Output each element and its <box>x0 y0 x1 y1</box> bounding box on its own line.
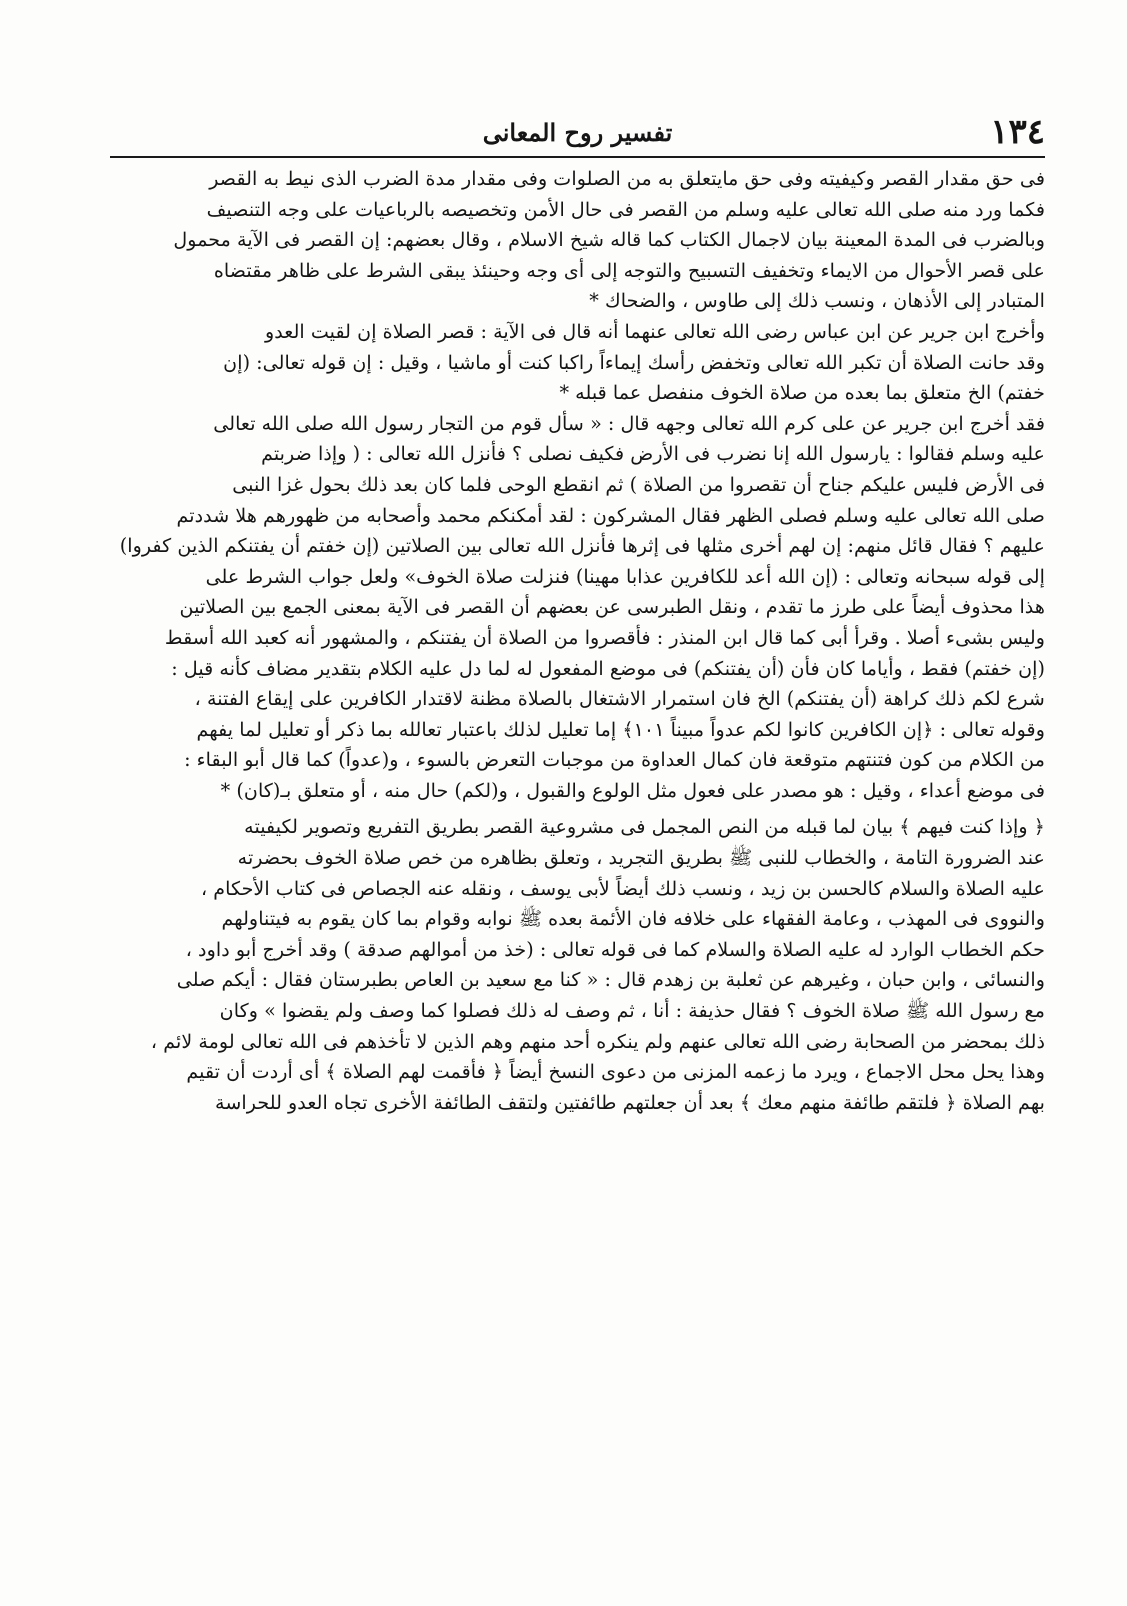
text-line: هذا محذوف أيضاً على طرز ما تقدم ، ونقل الطبرسى عن بعضهم أن القصر فى الآية بمعنى الجمع بين الصلاتين <box>179 595 1045 619</box>
text-line: فقد أخرج ابن جرير عن على كرم الله تعالى وجهه قال : « سأل قوم من التجار رسول الله صلى الله تعالى <box>213 411 1045 435</box>
header-rule <box>110 156 1045 158</box>
body-text <box>110 164 1045 1118</box>
text-line: المتبادر إلى الأذهان ، ونسب ذلك إلى طاوس ، والضحاك * <box>589 289 1045 313</box>
text-line: خفتم) الخ متعلق بما بعده من صلاة الخوف منفصل عما قبله * <box>559 381 1045 405</box>
text-line: فى موضع أعداء ، وقيل : هو مصدر على فعول مثل الولوع والقبول ، و(لكم) حال منه ، أو متعلق بـ(كان) * <box>220 778 1045 802</box>
text-line: وهذا يحل محل الاجماع ، ويرد ما زعمه المزنى من دعوى النسخ أيضاً ﴿ فأقمت لهم الصلاة ﴾ أى أردت أن تقيم <box>186 1060 1045 1084</box>
text-line: إلى قوله سبحانه وتعالى : (إن الله أعد للكافرين عذابا مهينا) فنزلت صلاة الخوف» ولعل جواب الشرط على <box>205 564 1045 588</box>
text-line: من الكلام من كون فتنتهم متوقعة فان كمال العداوة من موجبات التعرض بالسوء ، و(عدواً) كما قال أبو البقاء : <box>184 748 1045 772</box>
text-line: على قصر الأحوال من الايماء وتخفيف التسبيح والتوجه إلى أى وجه وحينئذ يبقى الشرط على ظاهر مقتضاه <box>213 258 1045 282</box>
text-line: فى الأرض فليس عليكم جناح أن تقصروا من الصلاة ) ثم انقطع الوحى فلما كان بعد ذلك بحول غزا النبى <box>232 472 1045 496</box>
text-line: عليه وسلم فقالوا : يارسول الله إنا نضرب فى الأرض فكيف نصلى ؟ فأنزل الله تعالى : ( وإذا ضربتم <box>261 442 1045 466</box>
text-line: فى حق مقدار القصر وكيفيته وفى حق مايتعلق به من الصلوات وفى مقدار مدة الضرب الذى نيط به القصر <box>209 167 1045 190</box>
text-line: عند الضرورة التامة ، والخطاب للنبى ﷺ بطريق التجريد ، وتعلق بظاهره من خص صلاة الخوف بحضرته <box>237 846 1045 870</box>
page-number: ١٣٤ <box>990 112 1045 152</box>
page-header <box>110 112 1045 156</box>
text-line: ذلك بمحضر من الصحابة رضى الله تعالى عنهم ولم ينكره أحد منهم وهم الذين لا تأخذهم فى الله تعالى لومة لائم ، <box>150 1029 1045 1053</box>
text-line: فكما ورد منه صلى الله تعالى عليه وسلم من القصر فى حال الأمن وتخصيصه بالرباعيات على وجه التنصيف <box>206 197 1045 221</box>
text-line: وليس بشىء أصلا . وقرأ أبى كما قال ابن المنذر : فأقصروا من الصلاة أن يفتنكم ، والمشهور أنه كعبد الله أسقط <box>164 625 1045 649</box>
text-line: وبالضرب فى المدة المعينة بيان لاجمال الكتاب كما قاله شيخ الاسلام ، وقال بعضهم: إن القصر فى الآية محمول <box>173 228 1045 252</box>
text-line: صلى الله تعالى عليه وسلم فصلى الظهر فقال المشركون : لقد أمكنكم محمد وأصحابه من ظهورهم هلا شددتم <box>176 503 1045 527</box>
text-line: وقد حانت الصلاة أن تكبر الله تعالى وتخفض رأسك إيماءاً راكبا كنت أو ماشيا ، وقيل : إن قوله تعالى: (إن <box>223 350 1045 374</box>
text-line: عليه الصلاة والسلام كالحسن بن زيد ، ونسب ذلك أيضاً لأبى يوسف ، ونقله عنه الجصاص فى كتاب الأحكام ، <box>200 876 1045 900</box>
text-line: مع رسول الله ﷺ صلاة الخوف ؟ فقال حذيفة : أنا ، ثم وصف له ذلك فصلوا كما وصف ولم يقضوا » وكان <box>219 999 1045 1023</box>
text-line: حكم الخطاب الوارد له عليه الصلاة والسلام كما فى قوله تعالى : (خذ من أموالهم صدقة ) وقد أخرج أبو داود ، <box>185 937 1045 961</box>
running-title: تفسير روح المعانى <box>482 118 673 147</box>
text-line: عليهم ؟ فقال قائل منهم: إن لهم أخرى مثلها فى إثرها فأنزل الله تعالى بين الصلاتين (إن خفتم أن يفتنكم الذين كفروا) <box>119 534 1045 558</box>
text-line: ﴿ وإذا كنت فيهم ﴾ بيان لما قبله من النص المجمل فى مشروعية القصر بطريق التفريع وتصوير لكيفيته <box>244 815 1045 839</box>
text-line: (إن خفتم) فقط ، وأياما كان فأن (أن يفتنكم) فى موضع المفعول له لما دل عليه الكلام بتقدير مضاف كأنه قيل : <box>171 656 1045 680</box>
text-line: وأخرج ابن جرير عن ابن عباس رضى الله تعالى عنهما أنه قال فى الآية : قصر الصلاة إن لقيت العدو <box>264 319 1045 343</box>
text-line: شرع لكم ذلك كراهة (أن يفتنكم) الخ فان استمرار الاشتغال بالصلاة مظنة لاقتدار الكافرين على إيقاع الفتنة ، <box>194 687 1045 711</box>
text-line: والنسائى ، وابن حبان ، وغيرهم عن ثعلبة بن زهدم قال : « كنا مع سعيد بن العاص بطبرستان فقال : أيكم صلى <box>176 968 1045 992</box>
text-line: وقوله تعالى : ﴿إن الكافرين كانوا لكم عدواً مبيناً ١٠١﴾ إما تعليل لذلك باعتبار تعالله بما ذكر أو تعليل لما يفهم <box>196 717 1045 741</box>
text-line: بهم الصلاة ﴿ فلتقم طائفة منهم معك ﴾ بعد أن جعلتهم طائفتين ولتقف الطائفة الأخرى تجاه العدو للحراسة <box>215 1090 1045 1114</box>
text-line: والنووى فى المهذب ، وعامة الفقهاء على خلافه فان الأئمة بعده ﷺ نوابه وقوام بما كان يقوم به فيتناولهم <box>221 907 1045 931</box>
